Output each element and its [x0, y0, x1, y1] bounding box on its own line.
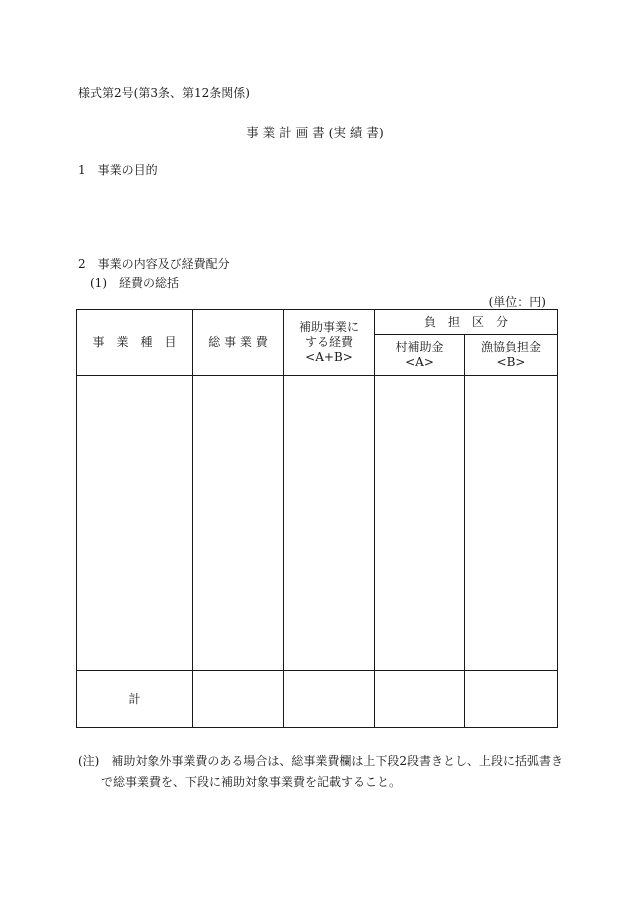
- expense-summary-table: [76, 309, 558, 728]
- total-fishery-burden[interactable]: [465, 671, 558, 728]
- total-row: [77, 671, 558, 728]
- cell-village-subsidy[interactable]: [375, 376, 465, 671]
- note-line-1: (注) 補助対象外事業費のある場合は、総事業費欄は上下段2段書きとし、上段に括弧書き: [78, 754, 564, 768]
- header-total-cost: 総 事 業 費: [193, 310, 284, 376]
- header-fishery-burden: 漁協負担金 <B>: [465, 335, 558, 376]
- form-number: 様式第2号(第3条、第12条関係): [78, 86, 250, 100]
- section-1-heading: 1 事業の目的: [78, 163, 158, 177]
- total-village-subsidy[interactable]: [375, 671, 465, 728]
- header-subsidy-cost: 補助事業に する経費 <A+B>: [284, 310, 375, 376]
- header-business-item: 事 業 種 目: [77, 310, 193, 376]
- header-burden-division: 負 担 区 分: [375, 310, 558, 335]
- unit-label: (単位：円): [488, 295, 546, 309]
- total-total-cost[interactable]: [193, 671, 284, 728]
- cell-fishery-burden[interactable]: [465, 376, 558, 671]
- cell-total-cost[interactable]: [193, 376, 284, 671]
- document-title: 事 業 計 画 書 (実 績 書): [246, 125, 384, 140]
- note-line-2: で総事業費を、下段に補助対象事業費を記載すること。: [101, 775, 402, 789]
- table-row: [77, 376, 558, 671]
- cell-subsidy-cost[interactable]: [284, 376, 375, 671]
- header-village-subsidy: 村補助金 <A>: [375, 335, 465, 376]
- section-2-heading: 2 事業の内容及び経費配分: [78, 257, 230, 271]
- cell-business-item[interactable]: [77, 376, 193, 671]
- subsection-1-heading: (1) 経費の総括: [90, 276, 179, 290]
- total-subsidy-cost[interactable]: [284, 671, 375, 728]
- total-label: 計: [77, 671, 193, 728]
